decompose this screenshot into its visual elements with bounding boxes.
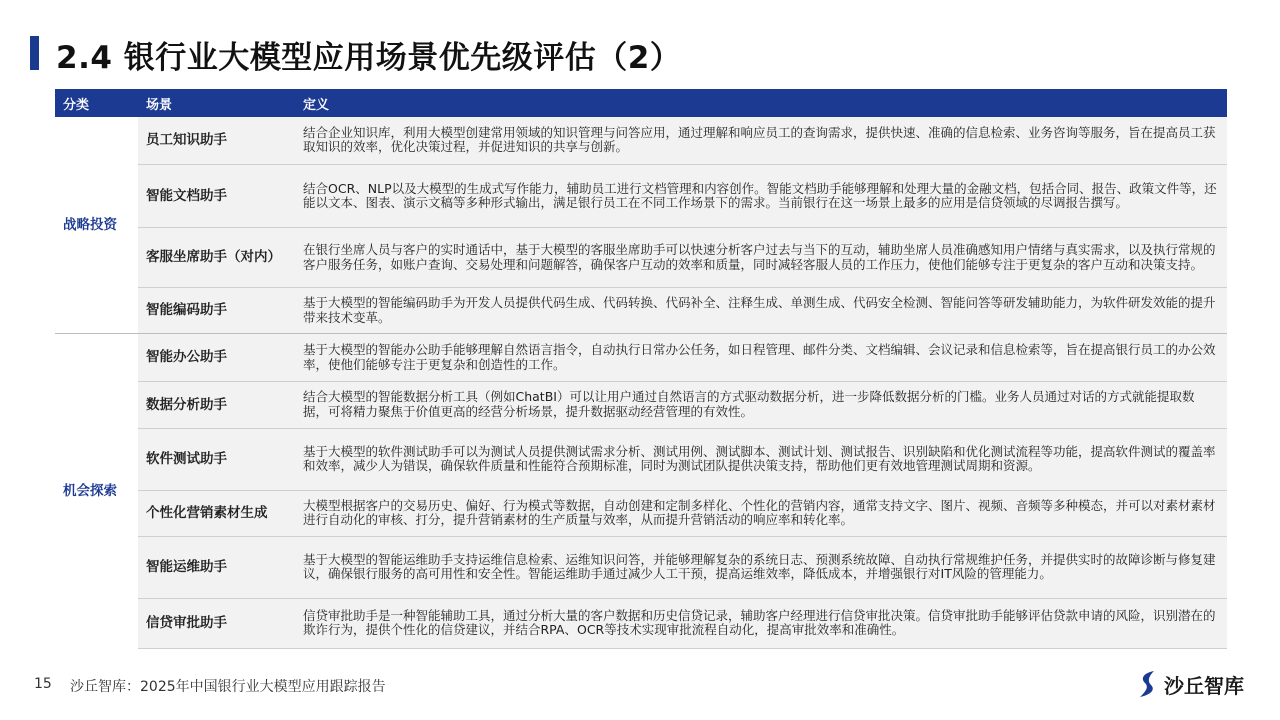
table-header-row bbox=[55, 89, 1227, 117]
table-row bbox=[55, 334, 1227, 381]
table-row bbox=[55, 429, 1227, 491]
category-cell-strategic: 战略投资 bbox=[55, 117, 138, 334]
definition-cell: 结合企业知识库，利用大模型创建常用领域的知识管理与问答应用，通过理解和响应员工的查询需求，提供快速、准确的信息检索、业务咨询等服务，旨在提高员工获取知识的效率，优化决策过程，并促进知识的共享与创新。 bbox=[295, 117, 1227, 164]
definition-cell: 信贷审批助手是一种智能辅助工具，通过分析大量的客户数据和历史信贷记录，辅助客户经理进行信贷审批决策。信贷审批助手能够评估贷款申请的风险，识别潜在的欺诈行为，提供个性化的信贷建议，并结合RPA、OCR等技术实现审批流程自动化，提高审批效率和准确性。 bbox=[295, 598, 1227, 648]
definition-cell: 基于大模型的软件测试助手可以为测试人员提供测试需求分析、测试用例、测试脚本、测试计划、测试报告、识别缺陷和优化测试流程等功能，提高软件测试的覆盖率和效率，减少人为错误，确保软件质量和性能符合预期标准，同时为测试团队提供决策支持，帮助他们更有效地管理测试周期和资源。 bbox=[295, 429, 1227, 491]
scene-cell: 信贷审批助手 bbox=[138, 598, 295, 648]
scene-cell: 智能编码助手 bbox=[138, 287, 295, 333]
scene-cell: 智能文档助手 bbox=[138, 164, 295, 228]
brand-logo bbox=[1136, 667, 1244, 701]
scenario-table bbox=[55, 89, 1227, 649]
definition-cell: 结合大模型的智能数据分析工具（例如ChatBI）可以让用户通过自然语言的方式驱动数据分析，进一步降低数据分析的门槛。业务人员通过对话的方式就能提取数据，可将精力聚焦于价值更高的经营分析场景，提升数据驱动经营管理的有效性。 bbox=[295, 381, 1227, 428]
scene-cell: 个性化营销素材生成 bbox=[138, 490, 295, 536]
scene-cell: 员工知识助手 bbox=[138, 117, 295, 164]
header-scene: 场景 bbox=[138, 89, 295, 117]
table-row bbox=[55, 381, 1227, 428]
definition-cell: 在银行坐席人员与客户的实时通话中，基于大模型的客服坐席助手可以快速分析客户过去与当下的互动，辅助坐席人员准确感知用户情绪与真实需求，以及执行常规的客户服务任务，如账户查询、交易处理和问题解答，确保客户互动的效率和质量，同时减轻客服人员的工作压力，使他们能够专注于更复杂的客户互动和决策支持。 bbox=[295, 228, 1227, 288]
scene-cell: 数据分析助手 bbox=[138, 381, 295, 428]
dune-s-logo-icon bbox=[1136, 669, 1160, 699]
logo-text: 沙丘智库 bbox=[1164, 673, 1244, 698]
page-title: 2.4 银行业大模型应用场景优先级评估（2） bbox=[56, 40, 682, 76]
definition-cell: 大模型根据客户的交易历史、偏好、行为模式等数据，自动创建和定制多样化、个性化的营销内容，通常支持文字、图片、视频、音频等多种模态，并可以对素材素材进行自动化的审核、打分，提升营销素材的生产质量与效率，从而提升营销活动的响应率和转化率。 bbox=[295, 490, 1227, 536]
header-definition: 定义 bbox=[295, 89, 1227, 117]
table-row bbox=[55, 287, 1227, 333]
page-number: 15 bbox=[34, 676, 52, 692]
title-accent-bar bbox=[30, 36, 39, 70]
footer-source: 沙丘智库：2025年中国银行业大模型应用跟踪报告 bbox=[70, 679, 386, 695]
table-row bbox=[55, 228, 1227, 288]
definition-cell: 结合OCR、NLP以及大模型的生成式写作能力，辅助员工进行文档管理和内容创作。智能文档助手能够理解和处理大量的金融文档，包括合同、报告、政策文件等，还能以文本、图表、演示文稿等多种形式输出，满足银行员工在不同工作场景下的需求。当前银行在这一场景上最多的应用是信贷领域的尽调报告撰写。 bbox=[295, 164, 1227, 228]
scene-cell: 智能运维助手 bbox=[138, 537, 295, 599]
definition-cell: 基于大模型的智能办公助手能够理解自然语言指令，自动执行日常办公任务，如日程管理、邮件分类、文档编辑、会议记录和信息检索等，旨在提高银行员工的办公效率，使他们能够专注于更复杂和创造性的工作。 bbox=[295, 334, 1227, 381]
table-row bbox=[55, 598, 1227, 648]
category-cell-exploration: 机会探索 bbox=[55, 334, 138, 649]
scene-cell: 智能办公助手 bbox=[138, 334, 295, 381]
definition-cell: 基于大模型的智能运维助手支持运维信息检索、运维知识问答，并能够理解复杂的系统日志、预测系统故障、自动执行常规维护任务，并提供实时的故障诊断与修复建议，确保银行服务的高可用性和安全性。智能运维助手通过减少人工干预，提高运维效率，降低成本，并增强银行对IT风险的管理能力。 bbox=[295, 537, 1227, 599]
table-row bbox=[55, 117, 1227, 164]
table-row bbox=[55, 164, 1227, 228]
table-row bbox=[55, 537, 1227, 599]
header-category: 分类 bbox=[55, 89, 138, 117]
scenario-table-container bbox=[55, 89, 1227, 649]
scene-cell: 软件测试助手 bbox=[138, 429, 295, 491]
table-row bbox=[55, 490, 1227, 536]
scene-cell: 客服坐席助手（对内） bbox=[138, 228, 295, 288]
definition-cell: 基于大模型的智能编码助手为开发人员提供代码生成、代码转换、代码补全、注释生成、单测生成、代码安全检测、智能问答等研发辅助能力，为软件研发效能的提升带来技术变革。 bbox=[295, 287, 1227, 333]
